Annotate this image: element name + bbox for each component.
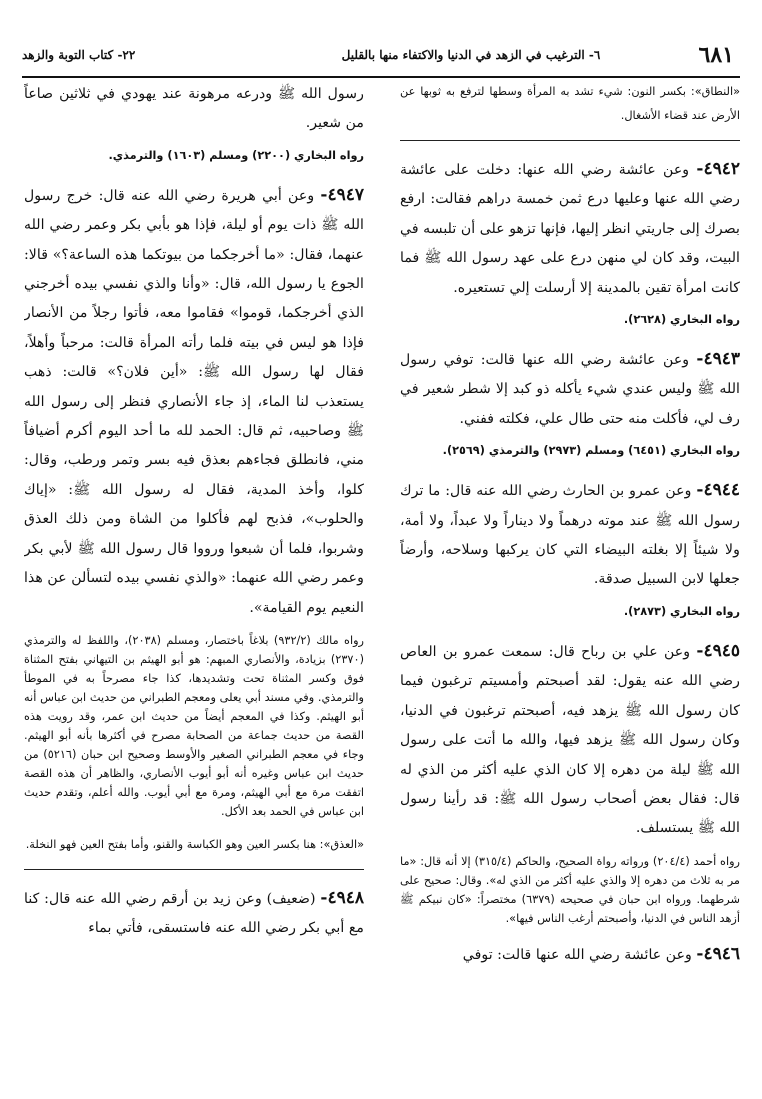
hadith-number: ٤٩٤٦-: [696, 943, 740, 964]
right-column: [400, 80, 740, 1090]
hadith-4948: [24, 884, 364, 944]
hadith-source: رواه البخاري (٢٨٧٣).: [623, 604, 740, 618]
hadith-source: رواه البخاري (٢٦٢٨).: [623, 313, 740, 327]
header-rule: [22, 76, 740, 78]
hadith-text: وعن عائشة رضي الله عنها قالت: توفي: [462, 946, 692, 963]
footnote-idhq: «العذق»: هنا بكسر العين وهو الكباسة والقنو، وأما بفتح العين فهو النخلة.: [25, 837, 364, 851]
left-column: [24, 80, 364, 1090]
divider: [24, 869, 364, 870]
hadith-number: ٤٩٤٥-: [696, 640, 740, 661]
hadith-number: ٤٩٤٢-: [696, 159, 740, 179]
page-header: [22, 40, 740, 72]
hadith-number: ٤٩٤٤-: [696, 480, 740, 501]
hadith-text: وعن علي بن رباح قال: سمعت عمرو بن العاص رضي الله عنه يقول: لقد أصبحتم وأمسيتم ترغبون فيما كان رسول الله ﷺ يزهد فيه، أصبحتم ترغبون في الدنيا، وكان رسول الله ﷺ يزهد فيها، والله ما أتت على رسول الله ﷺ ليلة من دهره إلا كان الذي عليه أكثر من الذي له قال: فقال بعض أصحاب رسول الله ﷺ: قد رأينا رسول الله ﷺ يستسلف.: [400, 643, 740, 837]
hadith-text: وعن أبي هريرة رضي الله عنه قال: خرج رسول الله ﷺ ذات يوم أو ليلة، فإذا هو بأبي بكر وعمر رضي الله عنهما، فقال: «ما أخرجكما من بيوتكما هذه الساعة؟» قالا: الجوع يا رسول الله، قال: «وأنا والذي نفسي بيده أخرجني الذي أخرجكما، قوموا» فقاموا معه، فأتوا رجلاً من الأنصار فإذا هو ليس في بيته فلما رأته المرأة قالت: مرحباً وأهلاً، فقال لها رسول الله ﷺ: «أين فلان؟» قالت: ذهب يستعذب لنا الماء، إذ جاء الأنصاري فنظر إلى رسول الله ﷺ وصاحبيه، ثم قال: الحمد لله ما أحد اليوم أكرم أضيافاً مني، فانطلق فجاءهم بعذق فيه بسر وتمر ورطب، وقال: كلوا، وأخذ المدية، فقال له رسول الله ﷺ: «إياك والحلوب»، فذبح لهم فأكلوا من الشاة ومن ذلك العذق وشربوا، فلما أن شبعوا ورووا قال رسول الله ﷺ لأبي بكر وعمر رضي الله عنهما: «والذي نفسي بيده لتسألن عن هذا النعيم يوم القيامة».: [24, 187, 364, 616]
hadith-4943: [400, 345, 740, 434]
hadith-grade: (ضعيف): [266, 890, 316, 907]
hadith-text: وعن عمرو بن الحارث رضي الله عنه قال: ما ترك رسول الله ﷺ عند موته درهماً ولا ديناراً ولا عبداً، ولا أمة، ولا شيئاً إلا بغلته البيضاء التي كان يركبها وسلاحه، وأرضاً جعلها لابن السبيل صدقة.: [400, 483, 740, 588]
hadith-text: وعن زيد بن أرقم رضي الله عنه قال: كنا مع أبي بكر رضي الله عنه فاستسقى، فأتي بماء: [24, 890, 364, 937]
hadith-source: رواه البخاري (٦٤٥١) ومسلم (٢٩٧٣) والترمذي (٢٥٦٩).: [442, 444, 740, 458]
hadith-text: وعن عائشة رضي الله عنها: دخلت على عائشة رضي الله عنها وعليها درع ثمن خمسة دراهم فقالت: ارفع بصرك إلى جاريتي انظر إليها، فإنها تزهو على أن تلبسه في البيت، وقد كان لي منهن درع على عهد رسول الله ﷺ فما كانت امرأة تقين بالمدينة إلا أرسلت إلي تستعيره.: [400, 162, 740, 296]
footnote-nitaq: «النطاق»: بكسر النون: شيء تشد به المرأة وسطها لترفع به ثوبها عن الأرض عند قضاء الأشغال.: [400, 85, 740, 122]
book-title: ٢٢- كتاب التوبة والزهد: [22, 48, 136, 62]
hadith-4946: [400, 940, 740, 970]
hadith-continuation: رسول الله ﷺ ودرعه مرهونة عند يهودي في ثلاثين صاعاً من شعير.: [24, 86, 364, 132]
hadith-4942: [400, 155, 740, 303]
hadith-source: رواه أحمد (٢٠٤/٤) ورواته رواة الصحيح، والحاكم (٣١٥/٤) إلا أنه قال: «ما مر به ثلاث من دهره إلا والذي عليه أكثر من الذي له». وقال: صحيح على شرطهما. ورواه ابن حبان في صحيحه (٦٣٧٩) مختصراً: «كان نبيكم ﷺ أزهد الناس في الدنيا، وأصبحتم أرغب الناس فيها».: [400, 854, 740, 925]
hadith-source: رواه مالك (٩٣٢/٢) بلاغاً باختصار، ومسلم (٢٠٣٨)، واللفظ له والترمذي (٢٣٧٠) بزيادة، والأنصاري المبهم: هو أبو الهيثم بن التيهاني بفتح المثناة فوق وكسر المثناة تحت وتشديدها، كذا جاء مصرحاً به في الموطأ والترمذي. وفي مسند أبي يعلى ومعجم الطبراني من حديث ابن عباس أنه أبو الهيثم. وكذا في المعجم أيضاً من حديث ابن عمر، وقد رويت هذه القصة من حديث جماعة من الصحابة مصرح في أكثرها بأنه أبو الهيثم. وجاء في معجم الطبراني الصغير والأوسط وصحيح ابن حبان (٥٢١٦) من حديث ابن عباس وغيره أنه أبو أيوب الأنصاري، والظاهر أن هذه القصة اتفقت مرة مع أبي الهيثم، ومرة مع أبي أيوب. والله أعلم، وتقدم حديث ابن عباس في الحمد بعد الأكل.: [24, 633, 364, 818]
hadith-text: وعن عائشة رضي الله عنها قالت: توفي رسول الله ﷺ وليس عندي شيء يأكله ذو كبد إلا شطر شعير في رف لي، فأكلت منه حتى طال علي، فكلته ففني.: [400, 352, 740, 427]
hadith-4944: [400, 476, 740, 595]
hadith-number: ٤٩٤٣-: [696, 349, 740, 370]
hadith-4947: [24, 181, 364, 623]
hadith-4945: [400, 637, 740, 844]
hadith-source: رواه البخاري (٢٢٠٠) ومسلم (١٦٠٣) والترمذي.: [108, 148, 364, 162]
hadith-number: ٤٩٤٧-: [320, 184, 364, 205]
hadith-number: ٤٩٤٨-: [320, 887, 364, 908]
running-title: ٦- الترغيب في الزهد في الدنيا والاكتفاء منها بالقليل: [341, 48, 601, 62]
divider: [400, 140, 740, 141]
page-number: ٦٨١: [698, 42, 734, 68]
